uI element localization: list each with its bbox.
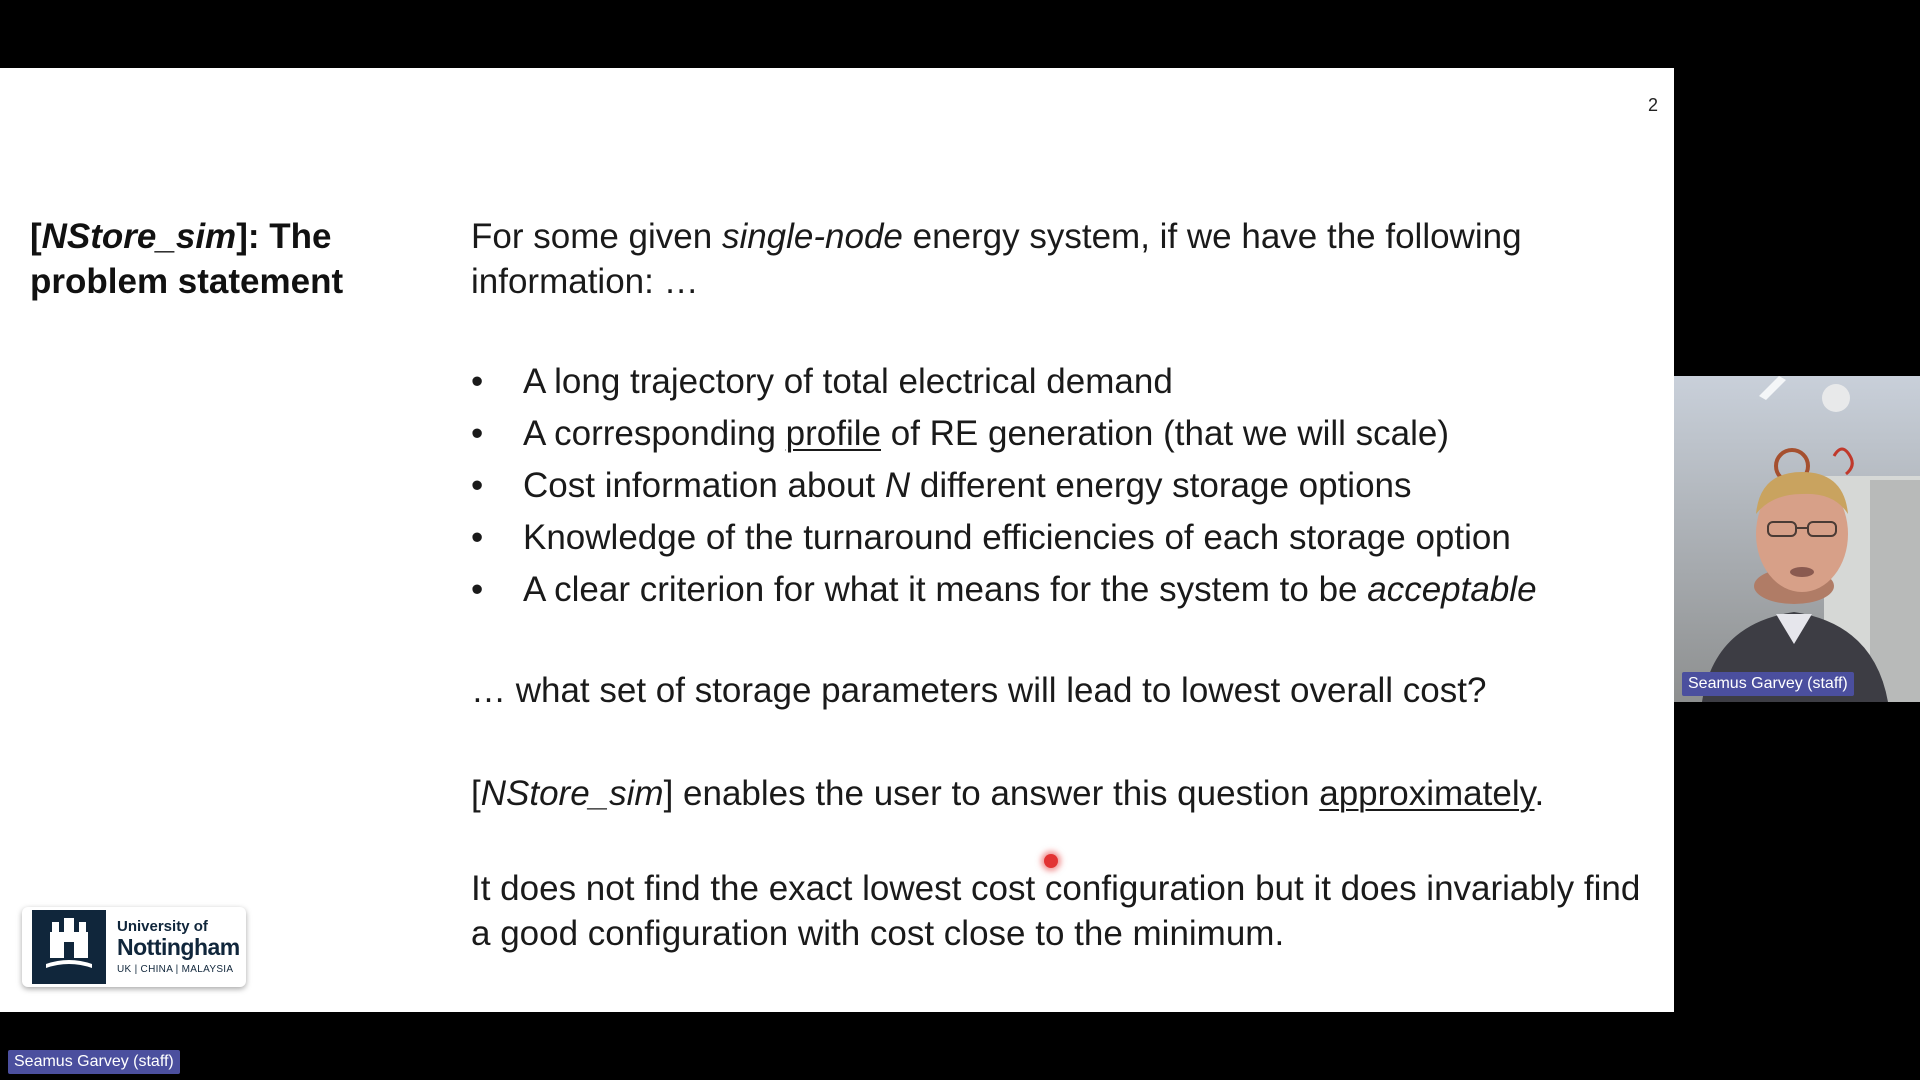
title-rest: ]: The problem statement <box>30 217 344 301</box>
webcam-feed-image <box>1674 376 1920 702</box>
bullet-text: of RE generation (that we will scale) <box>881 414 1450 453</box>
intro-paragraph <box>471 214 1651 304</box>
presenter-name-tag: Seamus Garvey (staff) <box>8 1050 180 1074</box>
bullet-text: A corresponding <box>523 414 786 453</box>
laser-pointer-dot <box>1044 854 1058 868</box>
question-paragraph: … what set of storage parameters will lead to lowest overall cost? <box>471 671 1487 710</box>
slide-title <box>30 214 430 304</box>
list-item <box>471 408 1651 460</box>
bullet-dot: • <box>471 362 484 401</box>
claim-period: . <box>1534 774 1545 813</box>
claim-tool-name: NStore_sim <box>480 774 664 813</box>
participant-name-tag: Seamus Garvey (staff) <box>1682 672 1854 696</box>
list-item <box>471 460 1651 512</box>
bullet-dot: • <box>471 414 484 453</box>
slide-body <box>471 214 1651 956</box>
bullet-dot: • <box>471 466 484 505</box>
logo-line-2: Nottingham <box>117 934 240 960</box>
university-logo <box>22 907 246 987</box>
bullet-dot: • <box>471 518 484 557</box>
requirements-list <box>471 356 1651 616</box>
crest-icon <box>32 910 106 984</box>
list-item <box>471 356 1651 408</box>
logo-wordmark <box>117 919 240 975</box>
intro-emphasis: single-node <box>721 217 903 256</box>
title-tool-name: NStore_sim <box>41 217 237 256</box>
bullet-emphasis: acceptable <box>1367 570 1537 609</box>
intro-text-1: For some given <box>471 217 722 256</box>
title-bracket-open: [ <box>30 217 42 256</box>
claim-paragraph <box>471 771 1651 816</box>
list-item <box>471 564 1651 616</box>
closing-paragraph: It does not find the exact lowest cost configuration but it does invariably find a good configuration with cost close to the minimum. <box>471 869 1641 953</box>
list-item <box>471 512 1651 564</box>
logo-line-3: UK | CHINA | MALAYSIA <box>117 964 234 975</box>
bullet-dot: • <box>471 570 484 609</box>
logo-line-1: University of <box>117 918 208 935</box>
claim-text: ] enables the user to answer this question <box>663 774 1320 813</box>
bullet-text: A clear criterion for what it means for the system to be <box>523 570 1368 609</box>
bullet-text: Knowledge of the turnaround efficiencies of each storage option <box>523 518 1511 557</box>
slide-number: 2 <box>1647 95 1658 115</box>
bullet-emphasis: N <box>884 466 911 505</box>
participant-video-tile[interactable] <box>1674 376 1920 702</box>
bullet-text: A long trajectory of total electrical demand <box>523 362 1173 401</box>
claim-bracket-open: [ <box>471 774 481 813</box>
intro-text-2: energy system, if we have the following information: … <box>471 217 1522 301</box>
bullet-underline: profile <box>785 414 881 453</box>
bullet-text: different energy storage options <box>910 466 1412 505</box>
presentation-slide <box>0 68 1674 1012</box>
claim-underline: approximately <box>1319 774 1535 813</box>
bullet-text: Cost information about <box>523 466 885 505</box>
